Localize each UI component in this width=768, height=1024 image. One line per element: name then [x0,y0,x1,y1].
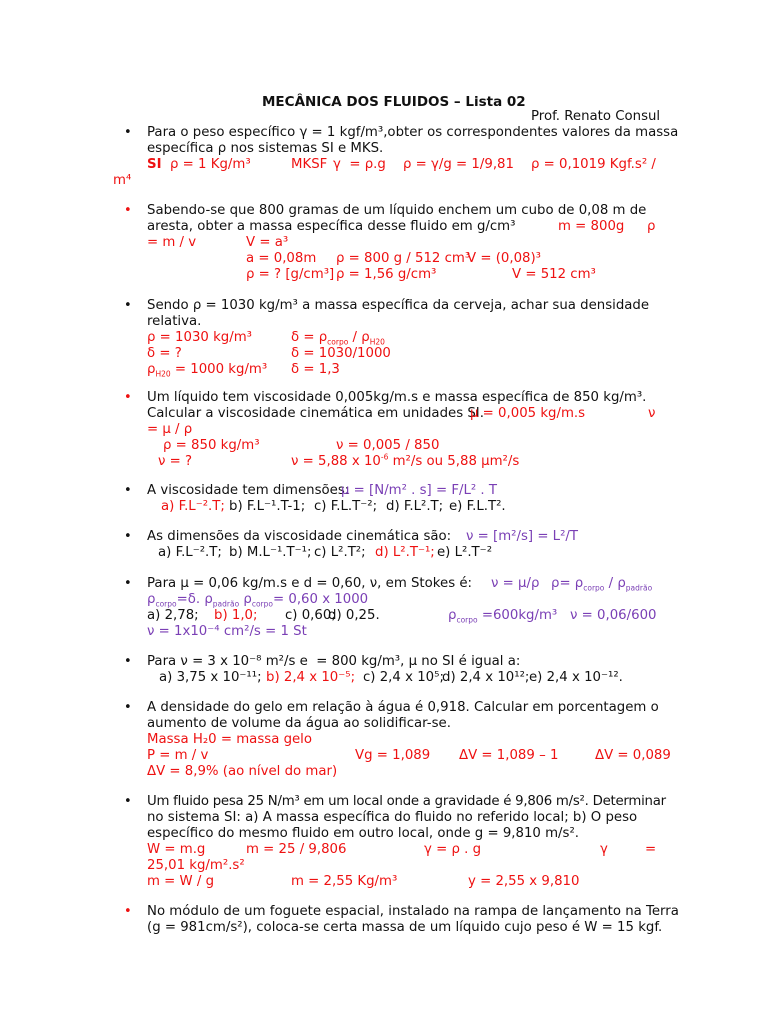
hint-text: $\rho_{corpo}=\delta$. $\rho_{padrão}$ $\rho_{corpo}= 0,60$ x 1000 [147,592,369,609]
hint-text: μ = [N/m² . s] = F/L² . T [341,483,498,498]
question-text: aumento de volume da água ao solidificar-se. [147,716,451,731]
answer-label: MKSF [291,157,328,172]
bullet: • [124,700,132,715]
answer-text: V = 512 cm³ [512,267,596,282]
answer-text: δ = 1,3 [291,362,340,377]
answer-text: = m / v [147,235,197,250]
answer-text: m = 800g [558,219,625,234]
bullet: • [124,794,132,809]
option-b: b) 2,4 x 10⁻⁵; [266,670,356,685]
answer-text: γ = ρ.g [333,157,386,172]
bullet: • [124,390,132,405]
bullet: • [124,529,132,544]
answer-text: m = 25 / 9,806 [246,842,347,857]
answer-text: ΔV = 0,089 [595,748,671,763]
question-text: Para μ = 0,06 kg/m.s e d = 0,60, ν, em Stokes é: [147,576,473,591]
answer-text: = μ / ρ [147,422,193,437]
answer-text: ρ = ? [g/cm³] [246,267,335,282]
option-d: d) L².T⁻¹; [375,545,435,560]
option-c: c) L².T²; [314,545,366,560]
bullet: • [124,904,132,919]
question-text: relativa. [147,314,202,329]
answer-text: ν [648,406,656,421]
question-text: No módulo de um foguete espacial, instalado na rampa de lançamento na Terra [147,904,679,919]
answer-text: δ = ? [147,346,182,361]
option-b: b) F.L⁻¹.T-1; [229,499,306,514]
answer-text: m = W / g [147,874,215,889]
answer-text: ρ = 1030 kg/m³ [147,330,253,345]
option-e: e) L².T⁻² [437,545,493,560]
author: Prof. Renato Consul [531,109,661,124]
option-d: d) F.L².T; [386,499,444,514]
answer-text: P = m / v [147,748,209,763]
answer-text: ρ = 0,1019 Kgf.s² / [531,157,656,172]
answer-label: SI [147,157,162,172]
page-title: MECÂNICA DOS FLUIDOS – Lista 02 [262,94,526,110]
question-text: Um fluido pesa 25 N/m³ em um local onde a gravidade é 9,806 m/s². Determinar [147,794,666,809]
answer-text: ρ = 850 kg/m³ [163,438,260,453]
question-text: aresta, obter a massa específica desse fluido em g/cm³ [147,219,516,234]
option-a: a) F.L⁻².T; [161,499,225,514]
answer-text: ρ = 800 g / 512 cm³ [336,251,471,266]
question-text: A densidade do gelo em relação à água é 0,918. Calcular em porcentagem o [147,700,659,715]
answer-text: m⁴ [113,173,132,188]
answer-text: δ = 1030/1000 [291,346,391,361]
hint-text: ν = μ/ρ [491,576,540,591]
answer-text: m = 2,55 Kg/m³ [291,874,398,889]
option-e: e) 2,4 x 10⁻¹². [529,670,623,685]
answer-text: μ = 0,005 kg/m.s [470,406,586,421]
question-text: Um líquido tem viscosidade 0,005kg/m.s e massa específica de 850 kg/m³. [147,390,647,405]
question-text: específica ρ nos sistemas SI e MKS. [147,141,384,156]
answer-text: V = (0,08)³ [467,251,542,266]
hint-text: $\rho_{corpo} =600kg/m^3$ [448,608,558,625]
answer-text: a = 0,08m [246,251,317,266]
option-c: c) 2,4 x 10⁵; [363,670,444,685]
question-text: (g = 981cm/s²), coloca-se certa massa de um líquido cujo peso é W = 15 kgf. [147,920,663,935]
answer-text: ρ = 1,56 g/cm³ [336,267,437,282]
question-text: Sendo ρ = 1030 kg/m³ a massa específica da cerveja, achar sua densidade [147,298,650,313]
option-c: c) F.L.T⁻²; [314,499,378,514]
answer-text: y = 2,55 x 9,810 [468,874,580,889]
hint-text: ν = [m²/s] = L²/T [466,529,579,544]
option-d: d) 0,25. [328,608,380,623]
bullet: • [124,125,132,140]
option-e: e) F.L.T². [449,499,506,514]
bullet: • [124,576,132,591]
answer-text: $\delta = \rho_{corpo} / \rho_{H20}$ [291,330,385,347]
answer-text: W = m.g [147,842,206,857]
bullet: • [124,483,132,498]
option-a: a) 3,75 x 10⁻¹¹; [159,670,262,685]
answer-text: ν = ? [158,454,193,469]
option-d: d) 2,4 x 10¹²; [442,670,530,685]
answer-text: ν = 0,005 / 850 [336,438,440,453]
bullet: • [124,298,132,313]
answer-text: γ [600,842,608,857]
answer-text: ρ [647,219,656,234]
option-a: a) F.L⁻².T; [158,545,222,560]
answer-text: ΔV = 8,9% (ao nível do mar) [147,764,338,779]
answer-text: = [645,842,657,857]
answer-text: $\rho_{H20} = 1000$ kg/m³ [147,362,268,379]
answer-text: Massa H₂0 = massa gelo [147,732,313,747]
question-text: Para ν = 3 x 10⁻⁸ m²/s e = 800 kg/m³, μ no SI é igual a: [147,654,521,669]
hint-text: ν = 0,06/600 [570,608,657,623]
hint-text: ν = 1x10⁻⁴ cm²/s = 1 St [147,624,307,639]
question-text: Calcular a viscosidade cinemática em unidades SI. [147,406,484,421]
answer-text: γ = ρ . g [424,842,482,857]
option-b: b) 1,0; [214,608,258,623]
option-c: c) 0,60; [285,608,336,623]
option-b: b) M.L⁻¹.T⁻¹; [229,545,312,560]
question-text: específico do mesmo fluido em outro local, onde g = 9,810 m/s². [147,826,580,841]
option-a: a) 2,78; [147,608,199,623]
question-text: Para o peso específico γ = 1 kgf/m³,obter os correspondentes valores da massa [147,125,679,140]
answer-text: Vg = 1,089 [355,748,431,763]
answer-text: ν = 5,88 x $10^{-6}$ m²/s ou 5,88 μm²/s [291,452,520,469]
question-text: Sabendo-se que 800 gramas de um líquido enchem um cubo de 0,08 m de [147,203,647,218]
bullet: • [124,654,132,669]
answer-text: ΔV = 1,089 – 1 [459,748,559,763]
question-text: no sistema SI: a) A massa específica do fluido no referido local; b) O peso [147,810,638,825]
hint-text: $\rho= \rho_{corpo} / \rho_{padrão}$ [551,576,653,593]
answer-text: ρ = 1 Kg/m³ [170,157,251,172]
answer-text: ρ = γ/g = 1/9,81 [403,157,514,172]
answer-text: 25,01 kg/m².s² [147,858,245,873]
question-text: As dimensões da viscosidade cinemática são: [147,529,452,544]
bullet: • [124,203,132,218]
answer-text: V = a³ [246,235,289,250]
question-text: A viscosidade tem dimensões: [147,483,350,498]
